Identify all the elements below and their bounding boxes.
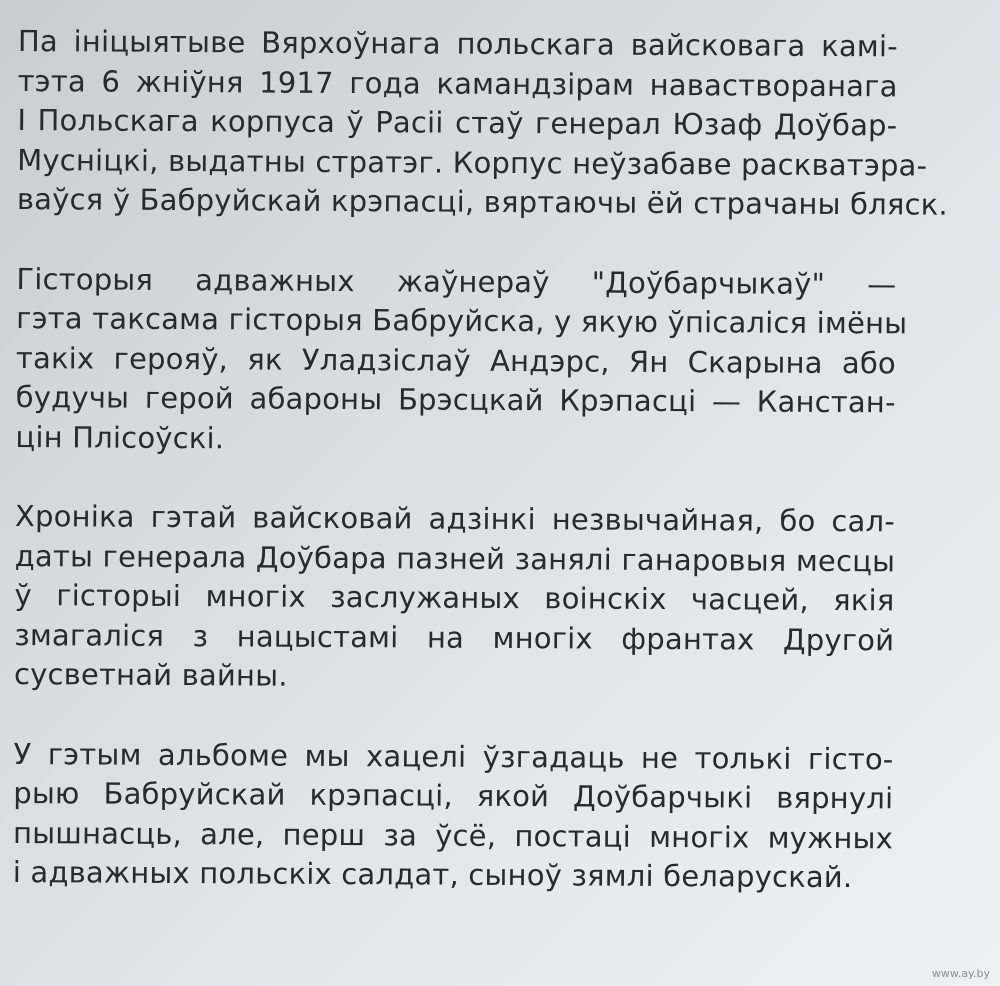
text-line: У гэтым альбоме мы хацелі ўзгадаць не толькі гісто-: [13, 736, 894, 776]
text-line: Мусніцкі, выдатны стратэг. Корпус неўзабаве раскватэра-: [17, 142, 928, 183]
text-line: Па ініцыятыве Вярхоўнага польскага вайсковага камі-: [17, 23, 898, 64]
paragraph-3: [14, 497, 895, 700]
paragraph-2: [15, 259, 908, 462]
text-line: даты генерала Доўбара пазней занялі ганаровыя месцы: [14, 538, 896, 578]
text-line: гэта таксама гісторыя Бабруйска, у якую ўпісаліся імёны: [16, 300, 908, 341]
text-line: цін Плісоўскі.: [15, 419, 225, 455]
text-line: такіх герояў, як Уладзіслаў Андэрс, Ян Скарына або: [15, 340, 897, 380]
document-page: [12, 22, 948, 967]
text-line: сусветнай вайны.: [13, 656, 288, 693]
text-line: тэта 6 жніўня 1917 года камандзірам навастворанага: [17, 63, 898, 103]
paragraph-4: [13, 734, 894, 897]
text-line: ў гісторыі многіх заслужаных воінскіх часцей, якія: [14, 577, 895, 618]
text-line: Гісторыя адважных жаўнераў "Доўбарчыкаў" —: [16, 261, 897, 301]
text-line: Хроніка гэтай вайсковай адзінкі незвычайная, бо сал-: [14, 498, 896, 539]
text-line: I Польскага корпуса ў Расіі стаў генерал Юзаф Доўбар-: [17, 102, 898, 143]
paragraph-1: [16, 22, 948, 225]
text-line: і адважных польскіх салдат, сыноў зямлі беларускай.: [12, 854, 853, 895]
text-line: рыю Бабруйскай крэпасці, якой Доўбарчыкі вярнулі: [13, 775, 894, 816]
text-line: змагаліся з нацыстамі на многіх франтах Другой: [14, 617, 895, 657]
text-line: пышнасць, але, перш за ўсё, постаці многіх мужных: [12, 815, 894, 855]
text-line: будучы герой абароны Брэсцкай Крэпасці — Канстан-: [15, 379, 896, 420]
text-line: ваўся ў Бабруйскай крэпасці, вяртаючы ёй страчаны бляск.: [16, 181, 948, 222]
watermark: www.ay.by: [931, 967, 990, 980]
